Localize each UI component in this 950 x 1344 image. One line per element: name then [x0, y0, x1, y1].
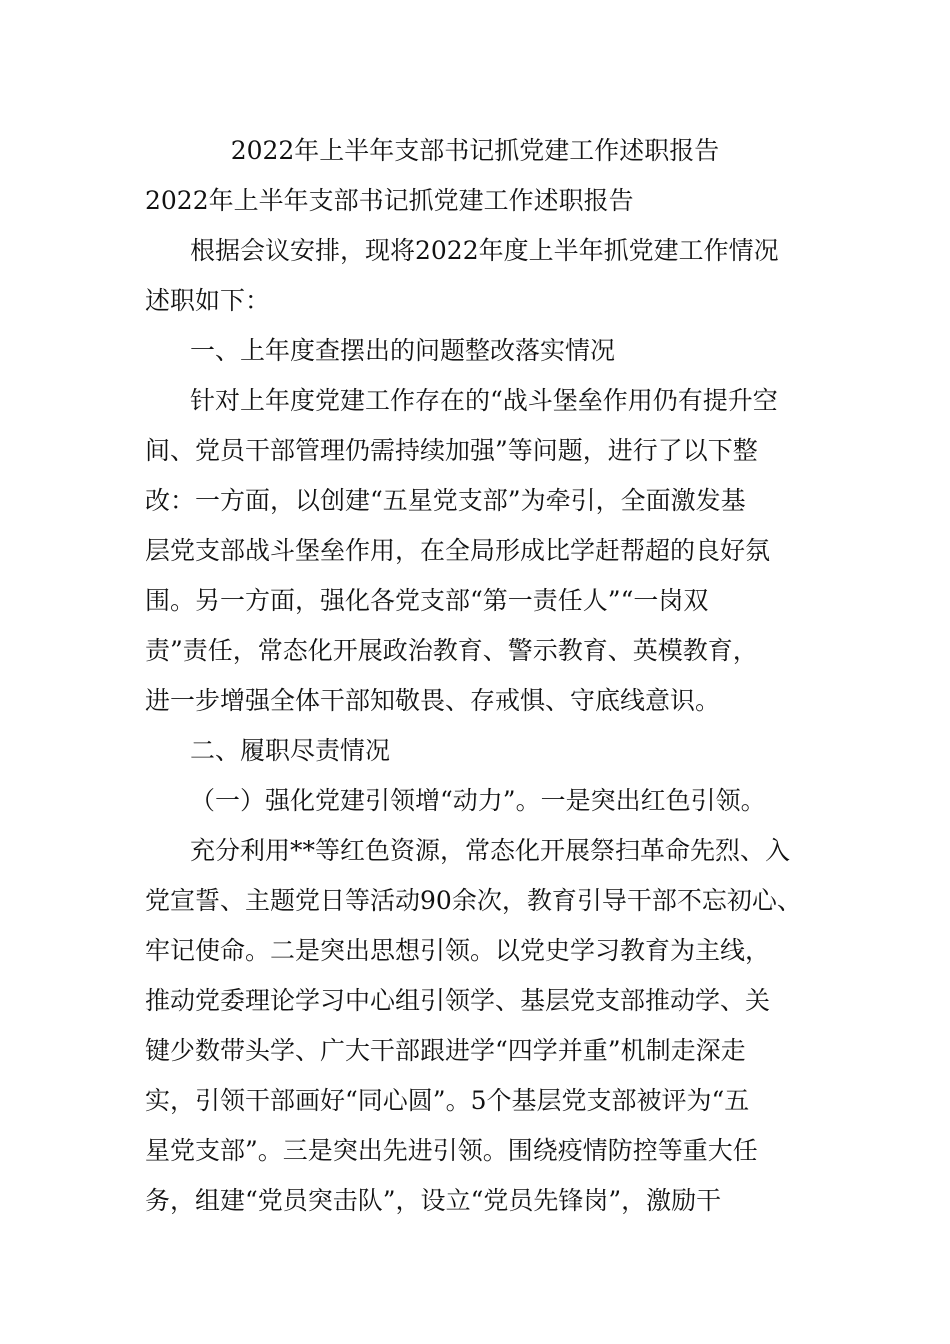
paragraph-line: 键少数带头学、广大干部跟进学“四学并重”机制走深走: [145, 1036, 746, 1065]
section-heading: 二、履职尽责情况: [190, 736, 391, 765]
paragraph-line: 实，引领干部画好“同心圆”。5个基层党支部被评为“五: [145, 1086, 750, 1115]
section-heading: 一、上年度查摆出的问题整改落实情况: [190, 336, 616, 365]
document-title: 2022年上半年支部书记抓党建工作述职报告: [230, 136, 720, 165]
paragraph-line: 间、党员干部管理仍需持续加强”等问题，进行了以下整: [145, 436, 758, 465]
paragraph-line: 层党支部战斗堡垒作用，在全局形成比学赶帮超的良好氛: [145, 536, 771, 565]
paragraph-line: 改：一方面，以创建“五星党支部”为牵引，全面激发基: [145, 486, 746, 515]
paragraph-line: 进一步增强全体干部知敬畏、存戒惧、守底线意识。: [145, 686, 721, 715]
paragraph-line: 务，组建“党员突击队”，设立“党员先锋岗”，激励干: [145, 1186, 722, 1215]
paragraph-line: 牢记使命。二是突出思想引领。以党史学习教育为主线，: [145, 936, 771, 965]
subsection-heading: （一）强化党建引领增“动力”。一是突出红色引领。: [190, 786, 766, 815]
paragraph-line: 针对上年度党建工作存在的“战斗堡垒作用仍有提升空: [190, 386, 778, 415]
paragraph-line: 围。另一方面，强化各党支部“第一责任人”“一岗双: [145, 586, 709, 615]
paragraph-line: 责”责任，常态化开展政治教育、警示教育、英模教育，: [145, 636, 758, 665]
paragraph-line: 党宣誓、主题党日等活动90余次，教育引导干部不忘初心、: [145, 886, 802, 915]
paragraph-line: 充分利用**等红色资源，常态化开展祭扫革命先烈、入: [190, 836, 791, 865]
paragraph-line: 星党支部”。三是突出先进引领。围绕疫情防控等重大任: [145, 1136, 758, 1165]
paragraph-line: 推动党委理论学习中心组引领学、基层党支部推动学、关: [145, 986, 771, 1015]
paragraph-line: 根据会议安排，现将2022年度上半年抓党建工作情况: [190, 236, 779, 265]
document-subtitle: 2022年上半年支部书记抓党建工作述职报告: [145, 186, 634, 215]
paragraph-line: 述职如下：: [145, 286, 271, 315]
